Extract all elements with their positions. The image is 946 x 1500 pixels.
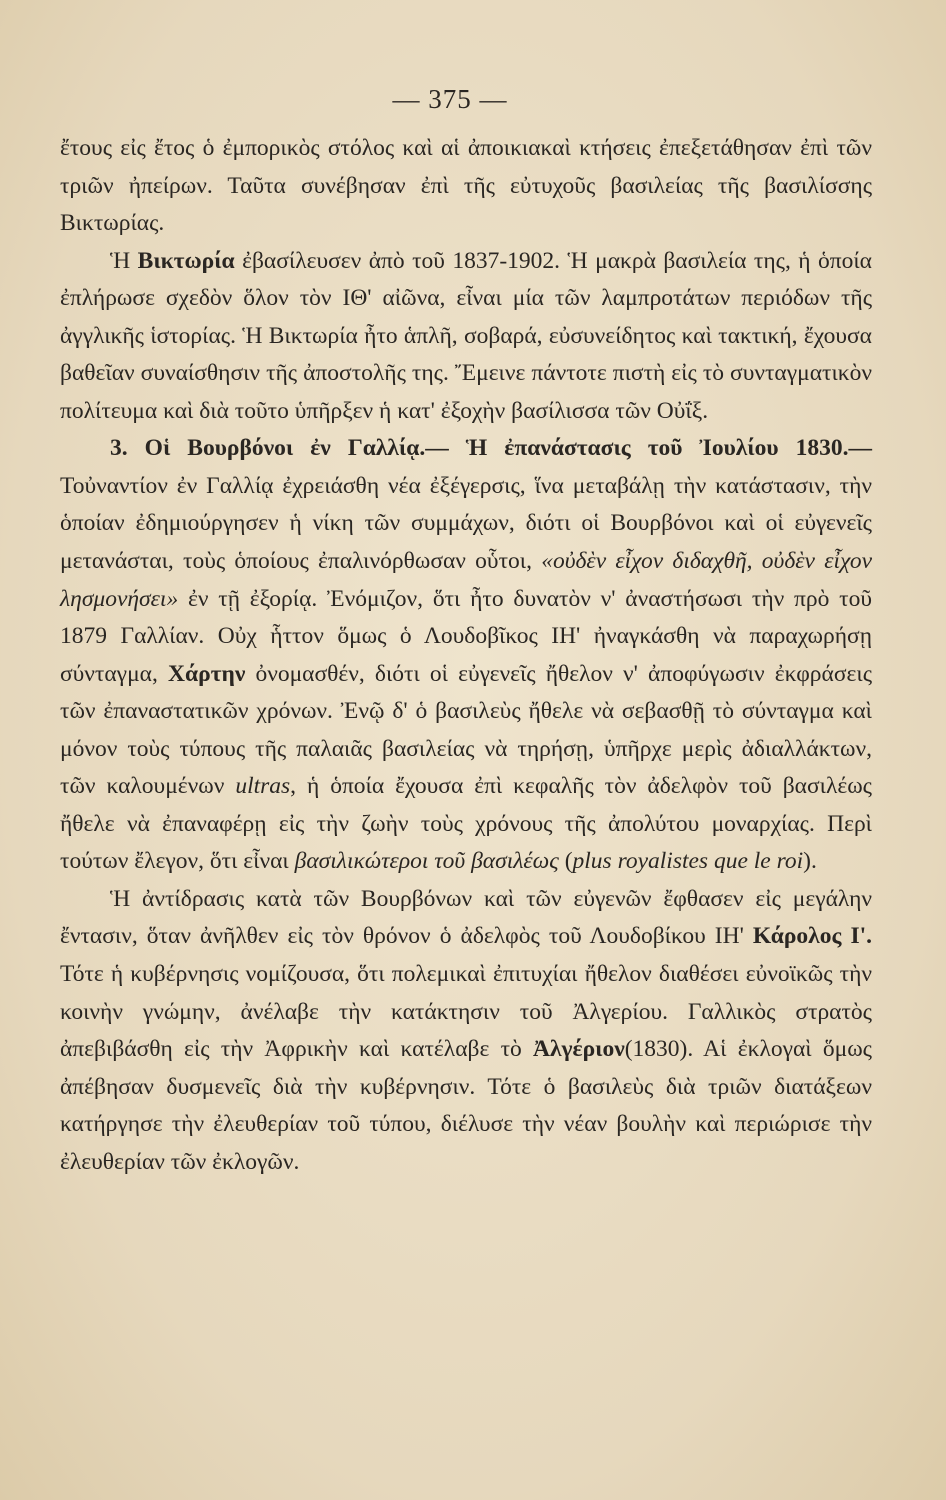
section-heading: 3. Οἱ Βουρβόνοι ἐν Γαλλίᾳ.— Ἡ ἐπανάστασις τοῦ Ἰουλίου 1830.— (110, 435, 872, 462)
text-run: ἐβασίλευσεν ἀπὸ τοῦ 1837-1902. Ἡ μακρὰ βασιλεία της, ἡ ὁποία ἐπλήρωσε σχεδὸν ὅλον τὸν ΙΘ' αἰῶνα, εἶναι μία τῶν λαμπροτάτων περιόδων τῆς ἀγγλικῆς ἱστορίας. Ἡ Βικτωρία ἦτο ἁπλῆ, σοβαρά, εὐσυνείδητος καὶ τακτική, ἔχουσα βαθεῖαν συναίσθησιν τῆς ἀποστολῆς της. Ἔμεινε πάντοτε πιστὴ εἰς τὸ συνταγματικὸν πολίτευμα καὶ διὰ τοῦτο ὑπῆρξεν ἡ κατ' ἐξοχὴν βασίλισσα τῶν Οὐΐξ. (60, 247, 872, 424)
body-text (60, 130, 872, 1181)
text-run: Τότε ἡ κυβέρνησις νομίζουσα, ὅτι πολεμικαὶ ἐπιτυχίαι ἤθελον διαθέσει εὐνοϊκῶς τὴν κοινὴν γνώμην, ἀνέλαβε τὴν κατάκτησιν τοῦ Ἀλγερίου. Γαλλικὸς στρατὸς ἀπεβιβάσθη εἰς τὴν Ἀφρικὴν καὶ κατέλαβε τὸ (60, 961, 872, 1063)
paragraph-2 (60, 243, 872, 431)
text-run: ὀνομασθέν, διότι οἱ εὐγενεῖς ἤθελον ν' ἀποφύγωσιν ἐκφράσεις τῶν ἐπαναστατικῶν χρόνων. Ἐνῷ δ' ὁ βασιλεὺς ἤθελε νὰ σεβασθῇ τὸ σύνταγμα καὶ μόνον τοὺς τύπους τῆς παλαιᾶς βασιλείας νὰ τηρήσῃ, ὑπῆρχε μερὶς ἀδιαλλάκτων, τῶν καλουμένων (60, 660, 872, 800)
text-run: Ἡ ἀντίδρασις κατὰ τῶν Βουρβόνων καὶ τῶν εὐγενῶν ἔφθασεν εἰς μεγάλην ἔντασιν, ὅταν ἀνῆλθεν εἰς τὸν θρόνον ὁ ἀδελφὸς τοῦ Λουδοβίκου ΙΗ' (60, 885, 872, 950)
text-run: (1830). Αἱ ἐκλογαὶ ὅμως ἀπέβησαν δυσμενεῖς διὰ τὴν κυβέρνησιν. Τότε ὁ βασιλεὺς διὰ τριῶν διατάξεων κατήργησε τὴν ἐλευθερίαν τοῦ τύπου, διέλυσε τὴν νέαν βουλὴν καὶ περιώρισε τὴν ἐλευθερίαν τῶν ἐκλογῶν. (60, 1036, 872, 1175)
bold-name-victoria: Βικτωρία (137, 247, 235, 274)
bold-term-charter: Χάρτην (167, 660, 246, 687)
text-run: , ἡ ὁποία ἔχουσα ἐπὶ κεφαλῆς τὸν ἀδελφὸν τοῦ βασιλέως ἤθελε νὰ ἐπαναφέρῃ εἰς τὴν ζωὴν τοὺς χρόνους τῆς ἀπολύτου μοναρχίας. Περὶ τούτων ἔλεγον, ὅτι εἶναι (60, 773, 872, 875)
paragraph-1: ἔτους εἰς ἔτος ὁ ἐμπορικὸς στόλος καὶ αἱ ἀποικιακαὶ κτήσεις ἐπεξετάθησαν ἐπὶ τῶν τριῶν ἠπείρων. Ταῦτα συνέβησαν ἐπὶ τῆς εὐτυχοῦς βασιλείας τῆς βασιλίσσης Βικτωρίας. (60, 135, 872, 237)
italic-quote: «οὐδὲν εἶχον διδαχθῆ, οὐδὲν εἶχον λησμονήσει» (60, 548, 873, 612)
bold-name-algiers: Ἀλγέριον (533, 1036, 625, 1063)
text-run: ἐν τῇ ἐξορίᾳ. Ἐνόμιζον, ὅτι ἦτο δυνατὸν ν' ἀναστήσωσι τὴν πρὸ τοῦ 1879 Γαλλίαν. Οὐχ ἧττον ὅμως ὁ Λουδοβῖκος ΙΗ' ἠναγκάσθη νὰ παραχωρήσῃ σύνταγμα, (60, 585, 872, 687)
italic-phrase-greek: βασιλικώτεροι τοῦ βασιλέως (294, 848, 559, 875)
text-run: ( (558, 848, 573, 875)
text-run: ). (803, 848, 817, 875)
italic-term-ultras: ultras (235, 773, 291, 800)
text-run: Ἡ (110, 247, 138, 274)
page-number: — 375 — (392, 84, 508, 114)
italic-phrase-french: plus royalistes que le roi (572, 848, 804, 875)
paragraph-3 (60, 430, 872, 881)
paragraph-4 (60, 881, 872, 1181)
text-run: Τοὐναντίον ἐν Γαλλίᾳ ἐχρειάσθη νέα ἐξέγερσις, ἵνα μεταβάλῃ τὴν κατάστασιν, τὴν ὁποίαν ἐδημιούργησεν ἡ νίκη τῶν συμμάχων, διότι οἱ Βουρβόνοι καὶ οἱ εὐγενεῖς μετανάσται, τοὺς ὁποίους ἐπαλινόρθωσαν οὗτοι, (60, 472, 872, 575)
bold-name-charles: Κάρολος Ι'. (752, 923, 872, 950)
